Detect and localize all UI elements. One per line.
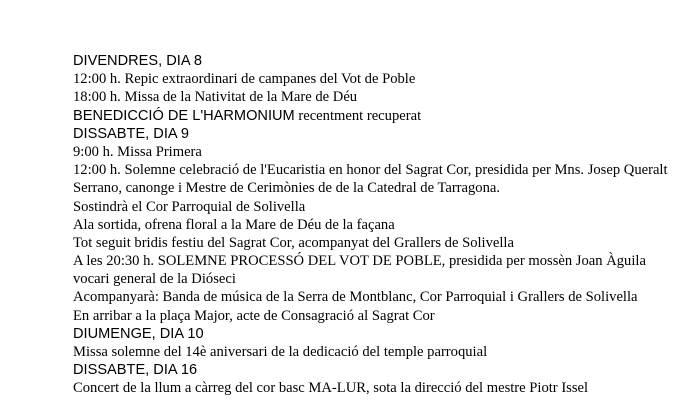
event-line: 12:00 h. Solemne celebració de l'Eucaristia en honor del Sagrat Cor, presidida per Mns. Josep Queralt [73, 162, 668, 179]
day-heading-saturday-9: DISSABTE, DIA 9 [73, 125, 189, 142]
event-line: Serrano, canonge i Mestre de Cerimònies de de la Catedral de Tarragona. [73, 180, 501, 197]
day-heading-friday: DIVENDRES, DIA 8 [73, 53, 202, 69]
event-line: A les 20:30 h. SOLEMNE PROCESSÓ DEL VOT DE POBLE, presidida per mossèn Joan Àguila [73, 253, 646, 270]
harmonium-title: BENEDICCIÓ DE L'HARMONIUM [73, 107, 295, 124]
event-line: Sostindrà el Cor Parroquial de Solivella [73, 198, 306, 215]
program-document [73, 52, 680, 398]
event-line: vocari general de la Dióseci [73, 271, 236, 288]
day-heading-saturday-16: DISSABTE, DIA 16 [73, 362, 198, 379]
event-line: 18:00 h. Missa de la Nativitat de la Mare de Déu [73, 89, 358, 106]
event-line: 9:00 h. Missa Primera [73, 143, 202, 160]
event-line-harmonium [73, 107, 680, 125]
event-line: En arribar a la plaça Major, acte de Consagració al Sagrat Cor [73, 307, 435, 324]
event-line: Missa solemne del 14è aniversari de la dedicació del temple parroquial [73, 344, 488, 360]
event-line: Ala sortida, ofrena floral a la Mare de Déu de la façana [73, 216, 395, 233]
event-line: Tot seguit bridis festiu del Sagrat Cor, acompanyat del Grallers de Solivella [73, 234, 514, 251]
day-heading-sunday-10: DIUMENGE, DIA 10 [73, 325, 204, 342]
event-line: Acompanyarà: Banda de música de la Serra de Montblanc, Cor Parroquial i Grallers de Solivella [73, 289, 638, 306]
harmonium-detail: recentment recuperat [294, 107, 422, 124]
event-line: Concert de la llum a càrreg del cor basc MA-LUR, sota la direcció del mestre Piotr Issel [73, 380, 589, 397]
event-line: 12:00 h. Repic extraordinari de campanes del Vot de Poble [73, 71, 416, 88]
